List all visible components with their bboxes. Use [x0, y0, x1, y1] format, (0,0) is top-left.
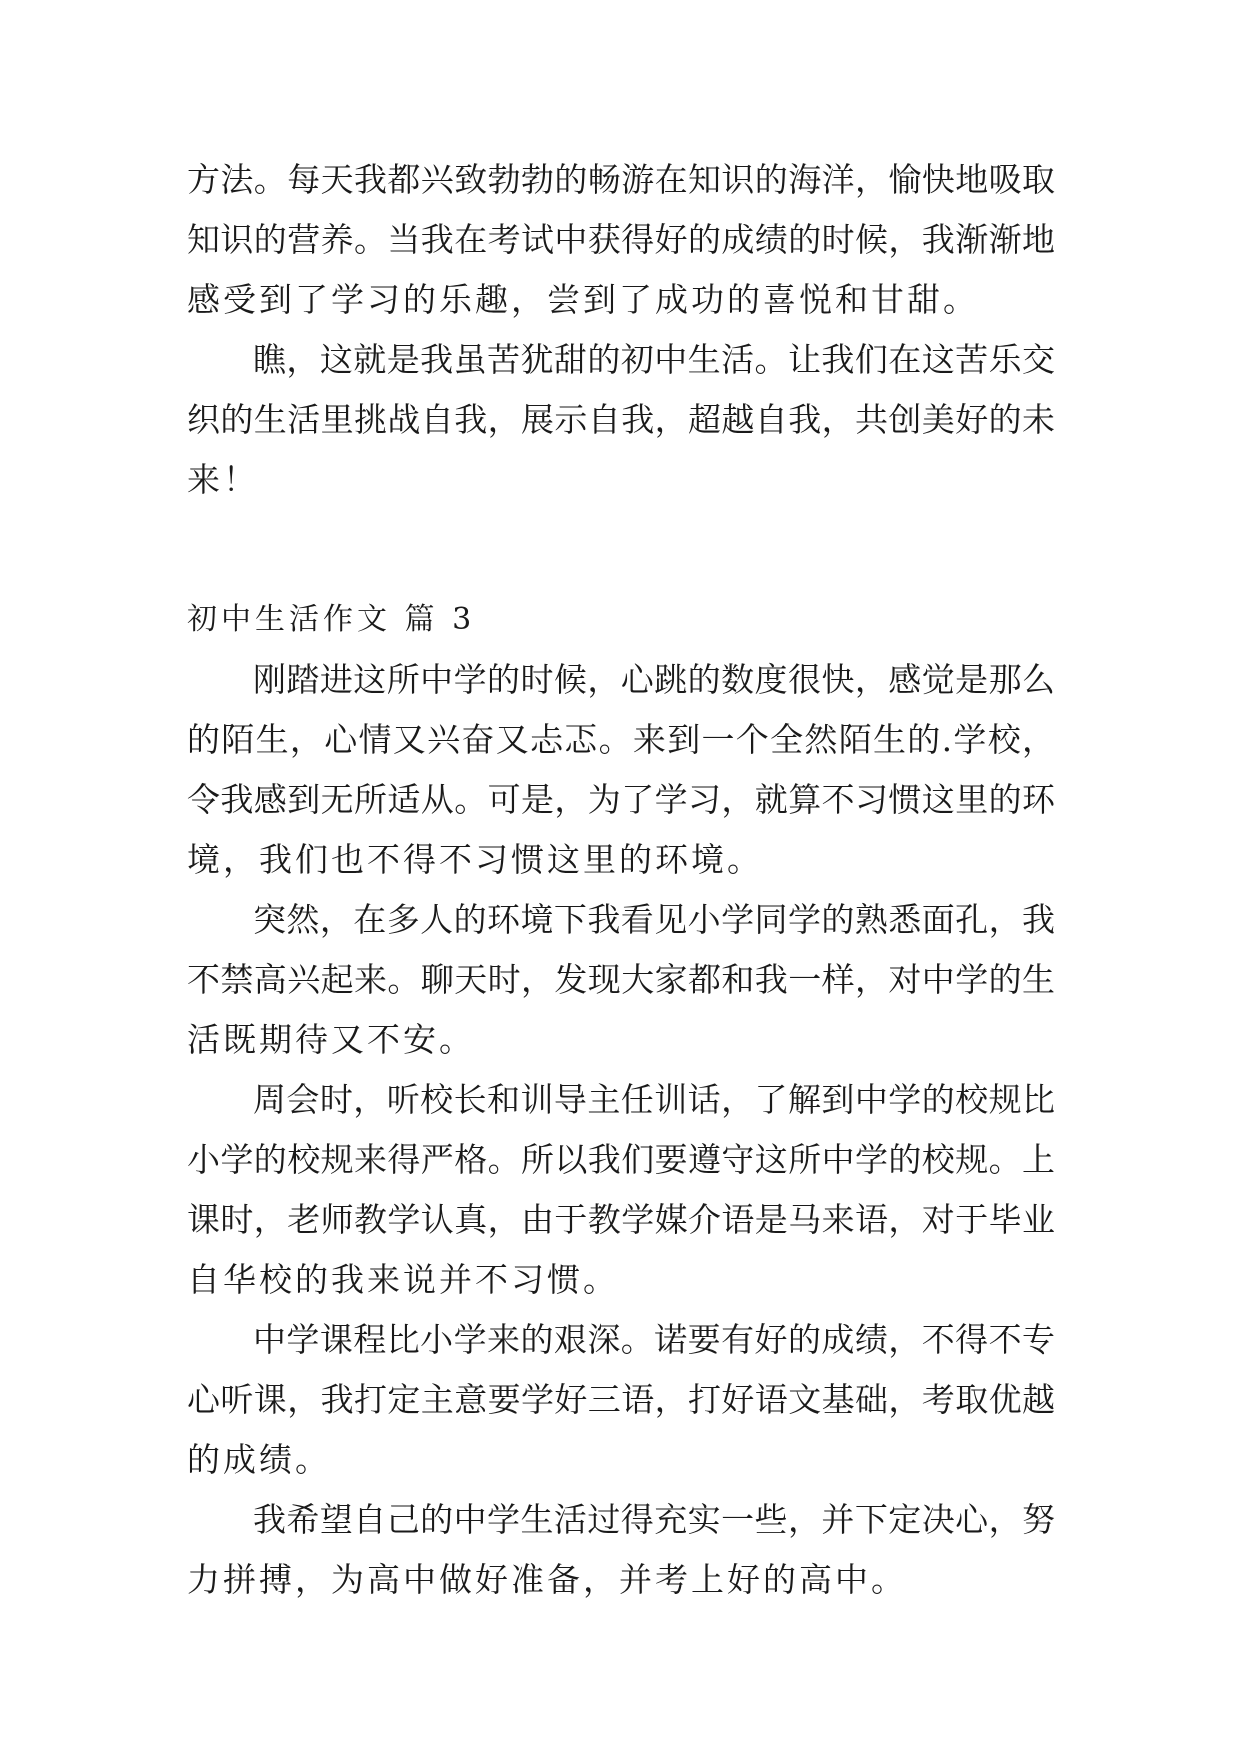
- text-line: 小学的校规来得严格。所以我们要遵守这所中学的校规。上: [187, 1140, 1055, 1179]
- text-line: 来！: [187, 460, 259, 499]
- text-line: 的陌生，心情又兴奋又忐忑。来到一个全然陌生的.学校，: [187, 720, 1055, 759]
- paragraph-2: [187, 330, 1055, 510]
- text-line: 不禁高兴起来。聊天时，发现大家都和我一样，对中学的生: [187, 960, 1055, 999]
- document-page: [187, 150, 1055, 1610]
- paragraph-7: [187, 1490, 1055, 1610]
- text-line: 感受到了学习的乐趣，尝到了成功的喜悦和甘甜。: [187, 280, 979, 319]
- text-line: 课时，老师教学认真，由于教学媒介语是马来语，对于毕业: [187, 1200, 1055, 1239]
- text-line: 中学课程比小学来的艰深。诺要有好的成绩，不得不专: [253, 1320, 1055, 1359]
- text-line: 活既期待又不安。: [187, 1020, 475, 1059]
- text-line: 心听课，我打定主意要学好三语，打好语文基础，考取优越: [187, 1380, 1055, 1419]
- text-line: 境，我们也不得不习惯这里的环境。: [187, 840, 763, 879]
- section-heading: 初中生活作文 篇 3: [187, 602, 476, 637]
- text-line: 织的生活里挑战自我，展示自我，超越自我，共创美好的未: [187, 400, 1055, 439]
- paragraph-6: [187, 1310, 1055, 1490]
- paragraph-5: [187, 1070, 1055, 1310]
- text-line: 令我感到无所适从。可是，为了学习，就算不习惯这里的环: [187, 780, 1055, 819]
- paragraph-4: [187, 890, 1055, 1070]
- paragraph-3: [187, 650, 1055, 890]
- text-line: 瞧，这就是我虽苦犹甜的初中生活。让我们在这苦乐交: [253, 340, 1055, 379]
- text-line: 方法。每天我都兴致勃勃的畅游在知识的海洋，愉快地吸取: [187, 160, 1055, 199]
- text-line: 自华校的我来说并不习惯。: [187, 1260, 619, 1299]
- text-line: 周会时，听校长和训导主任训话，了解到中学的校规比: [253, 1080, 1055, 1119]
- text-line: 力拼搏，为高中做好准备，并考上好的高中。: [187, 1560, 907, 1599]
- paragraph-1: [187, 150, 1055, 330]
- text-line: 突然，在多人的环境下我看见小学同学的熟悉面孔，我: [253, 900, 1055, 939]
- text-line: 我希望自己的中学生活过得充实一些，并下定决心，努: [253, 1500, 1055, 1539]
- text-line: 的成绩。: [187, 1440, 331, 1479]
- text-line: 知识的营养。当我在考试中获得好的成绩的时候，我渐渐地: [187, 220, 1055, 259]
- text-line: 刚踏进这所中学的时候，心跳的数度很快，感觉是那么: [253, 660, 1055, 699]
